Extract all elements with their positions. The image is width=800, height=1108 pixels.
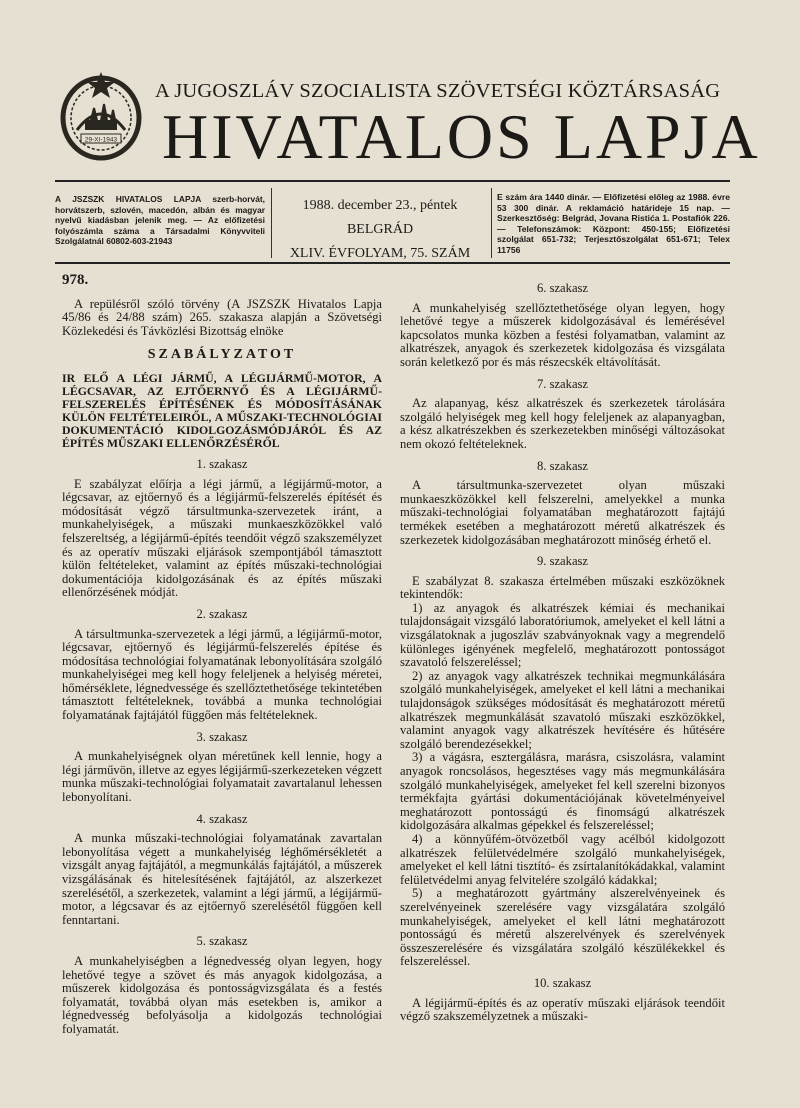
list-item: 5) a meghatározott gyártmány alszerelvényeinek és szerelvényeinek szerelésére vagy vizsgálatára szolgáló munkahelyiségek, amelyeket el kell látni meghatározott pontosságú és méretű alszerelvények és szerelvények összeszerelésére és vizsgálatára szolgáló készülékekkel és felszereléssel.	[400, 886, 725, 969]
issue-city: BELGRÁD	[346, 222, 414, 237]
section-heading: 4. szakasz	[196, 811, 248, 826]
list-item: 3) a vágásra, esztergálásra, marásra, csiszolásra, valamint anyagok roncsolásos, hegesztéses vagy más megmunkálására szolgáló munkahelyiségek, amelyeket fel kell szerelni bizonyos termékfajta gyártási dokumentációjának követelményeivel meghatározott pontosságú és finomságú alkatrészek kidolgozására alkalmas gépekkel és felszereléssel;	[400, 750, 725, 833]
republic-name: A JUGOSZLÁV SZOCIALISTA SZÖVETSÉGI KÖZTÁRSASÁG	[155, 80, 721, 102]
section-heading: 8. szakasz	[536, 458, 589, 473]
item-number: 978.	[62, 272, 89, 288]
header-top-rule	[55, 180, 730, 182]
issue-date: 1988. december 23., péntek	[302, 198, 458, 213]
page-title: HIVATALOS LAPJA	[162, 101, 761, 172]
header-divider	[491, 188, 492, 258]
section-heading: 6. szakasz	[536, 281, 589, 295]
section-text: A munkahelyiség szellőztethetősége olyan legyen, hogy lehetővé tegye a műszerek kidolgozásával és lemérésével kapcsolatos munka közben a festési folyamatban, valamint az alkatrészek, anyagok és szerkezetek kidolgozása és vizsgálata során keletkező por és más részecskék eltávolítását.	[400, 300, 725, 369]
price-contact-info: E szám ára 1440 dinár. — Előfizetési előleg az 1988. évre 53 300 dinár. A reklamáció határideje 15 nap. — Szerkesztőség: Belgrád, Jovana Ristića 1. Postafiók 226. — Telefonszámok: Központ: 450-155; Előfizetési szolgálat 651-732; Terjesztőszolgálat 651-671; Telex 11756	[497, 192, 730, 255]
section-heading: 5. szakasz	[196, 934, 248, 949]
header-bottom-rule	[55, 262, 730, 264]
intro-paragraph: A repülésről szóló törvény (A JSZSZK Hivatalos Lapja 45/86 és 24/88 szám) 265. szakasza alapján a Szövetségi Közlekedési és Távközlési Bizottság elnöke	[62, 296, 382, 338]
section-heading: 1. szakasz	[196, 456, 248, 471]
section-heading: 10. szakasz	[533, 975, 592, 990]
section-text: A munkahelyiségnek olyan méretűnek kell lennie, hogy a légi járművön, illetve az egyes légijármű-szerkezeteken végzett munka műszaki-technológiai folyamatait zavartalanul lehessen lebonyolítani.	[62, 749, 382, 805]
publication-info: A JSZSZK HIVATALOS LAPJA szerb-horvát, horvátszerb, szlovén, macedón, albán és magyar nyelvű kiadásban jelenik meg. — Az előfizetési folyószámla száma a Társadalmi Könyvviteli Szolgálatnál 60802-603-21943	[55, 194, 265, 246]
section-text: A társultmunka-szervezetet olyan műszaki munkaeszközökkel kell felszerelni, amelyekkel a munka műszaki-technológiai folyamatában meghatározott fajtájú termékek esetében a meghatározott méretű alkatrészek és szerkezetek kidolgozásában meghatározott minőség érhető el.	[400, 478, 725, 547]
state-emblem-icon	[55, 68, 147, 163]
section-text: A társultmunka-szervezetek a légi jármű, a légijármű-motor, légcsavar, ejtőernyő és légijármű-felszerelés építése és módosítása technológiai folyamatának lebonyolítására szolgáló munkahelyiségei meg kell hogy feleljenek a helyiség méretei, hőmérséklete, légnedvessége és szellőztethetősége tekintetében támasztott feltételeknek, továbbá a munka technológiai folyamatának fajtájától függően más feltételeknek.	[62, 626, 382, 723]
section-heading: 3. szakasz	[196, 729, 248, 744]
issue-info	[275, 194, 485, 266]
section-text: A légijármű-építés és az operatív műszaki eljárások teendőit végző szakszemélyzetnek a műszaki-	[400, 995, 725, 1024]
section-heading: 7. szakasz	[536, 376, 589, 391]
section-text: Az alapanyag, kész alkatrészek és szerkezetek tárolására szolgáló helyiségek meg kell hogy feleljenek az alapanyagban, a kész alkatrészekben és szerkezetekben minőségi változásokat nem okozó feltételeknek.	[400, 396, 725, 451]
header-divider	[271, 188, 272, 258]
document-subtitle: IR ELŐ A LÉGI JÁRMŰ, A LÉGIJÁRMŰ-MOTOR, A LÉGCSAVAR, AZ EJTŐERNYŐ ÉS A LÉGIJÁRMŰ-FELSZERELÉS ÉPÍTÉSÉNEK ÉS MÓDOSÍTÁSÁNAK KÜLÖN FELTÉTELEIRŐL, A MŰSZAKI-TECHNOLÓGIAI DOKUMENTÁCIÓ KIDOLGOZÁSMÓDJÁRÓL ÉS AZ ÉPÍTÉS MŰSZAKI ELLENŐRZÉSÉRŐL	[62, 370, 382, 450]
section-heading: 2. szakasz	[196, 606, 248, 621]
list-item: 2) az anyagok vagy alkatrészek technikai megmunkálására szolgáló munkahelyiségek, amelyeket el kell látni a mechanikai tulajdonságok szükséges módosítását és meghatározott méretű alkatrészek megmunkálását szavatoló műszaki eszközökkel, valamint anyagok vagy alkatrészek hevítésére és hűtésére szolgáló berendezésekkel;	[400, 668, 725, 751]
list-item: 4) a könnyűfém-ötvözetből vagy acélból kidolgozott alkatrészek felületvédelmére szolgáló munkahelyiségek, amelyeket el kell látni tisztító- és zsírtalanítókádakkal, valamint felületvédelmi anyag felvitelére szolgáló kádakkal;	[400, 831, 725, 887]
list-item: 1) az anyagok és alkatrészek kémiai és mechanikai tulajdonságait vizsgáló laboratóriumok, amelyeket el kell látni a vizsgálatoknak a jugoszláv szabványoknak vagy a megrendelő különleges igényének megfelelő, meghatározott pontosságot szavatoló felszereléssel;	[400, 600, 725, 670]
section-text: E szabályzat 8. szakasza értelmében műszaki eszközöknek tekintendők:	[400, 573, 725, 602]
document-title: SZABÁLYZATOT	[147, 347, 297, 363]
issue-volume: XLIV. ÉVFOLYAM, 75. SZÁM	[289, 246, 471, 261]
section-heading: 9. szakasz	[536, 554, 589, 569]
left-column	[62, 274, 382, 1037]
section-text: A munka műszaki-technológiai folyamatának zavartalan lebonyolítása végett a munkahelyiség léghőmérsékletét a vizsgált anyag fajtájától, a megmunkálás fajtájától, a műszerek vizsgálásának és hitelesítésének fajtájától, az alszerkezet szerelésétől, a szerkezetek, valamint a légi jármű, a légijármű-motor, a légcsavar és az ejtőernyő szerelésétől függően kell fenntartani.	[62, 831, 382, 927]
right-column	[400, 282, 725, 1024]
section-text: A munkahelyiségben a légnedvesség olyan legyen, hogy lehetővé tegye a szövet és más anyagok kidolgozása, a műszerek kidolgozása és pontosságvizsgálata és a festés folyamatát, továbbá olyan más esetekben is, amikor a légnedvesség befolyásolja a kidolgozás technológiai folyamatát.	[62, 953, 382, 1036]
emblem-date: 29-XI-1943	[84, 136, 118, 144]
section-text: E szabályzat előírja a légi jármű, a légijármű-motor, a légcsavar, az ejtőernyő és a légijármű-felszerelés építését és módosítását végző társultmunka-szervezetek iránt, a munkahelyiségek, a műszaki munkaeszközökkel való felszereltség, a légijármű-építés teendőit végző szakszemélyzet és az operatív műszaki eljárások szempontjából támasztott külön feltételeket, valamint az építés műszaki-technológiai dokumentációja kidolgozásának és az építés műszaki ellenőrzésének módját.	[62, 476, 382, 600]
